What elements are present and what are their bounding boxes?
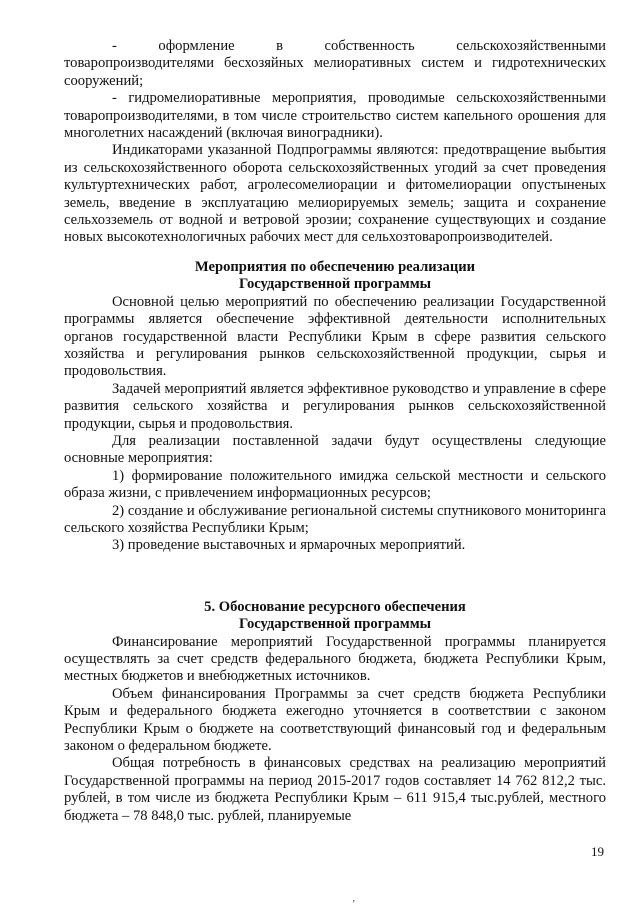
page-number: 19	[591, 844, 604, 859]
body-paragraph: Финансирование мероприятий Государственной программы планируется осуществлять за счет средств федерального бюджета, бюджета Республики Крым, местных бюджетов и внебюджетных источников.	[64, 633, 606, 685]
numbered-item: 3) проведение выставочных и ярмарочных мероприятий.	[112, 537, 466, 554]
section-heading-line: Мероприятия по обеспечению реализации	[194, 258, 476, 275]
bottom-mark: ‚	[352, 893, 356, 904]
body-paragraph: Для реализации поставленной задачи будут осуществлены следующие основные мероприятия:	[64, 432, 606, 467]
section-heading-line: Государственной программы	[238, 276, 432, 293]
page-content	[64, 38, 606, 825]
section-heading-5	[64, 599, 606, 634]
body-paragraph: Общая потребность в финансовых средствах на реализацию мероприятий Государственной программы на период 2015-2017 годов составляет 14 762 812,2 тыс. рублей, в том числе из бюджета Республики Крым – 611 915,4 тыс.рублей, местного бюджета – 78 848,0 тыс. рублей, планируемые	[64, 755, 606, 824]
body-paragraph: Индикаторами указанной Подпрограммы являются: предотвращение выбытия из сельскохозяйственного оборота сельскохозяйственных угодий за счет проведения культуртехнических работ, агролесомелиорации и фитомелиорации опустыненых земель, введение в эксплуатацию мелиорируемых земель; защита и сохранение сельхозземель от водной и ветровой эрозии; сохранение существующих и создание новых высокотехнологичных рабочих мест для сельхозтоваропроизводителей.	[64, 142, 606, 246]
section-heading-line: 5. Обоснование ресурсного обеспечения	[204, 598, 466, 615]
list-item-paragraph: - гидромелиоративные мероприятия, проводимые сельскохозяйственными товаропроизводителями, в том числе строительство систем капельного орошения для многолетних насаждений (включая виноградники).	[64, 90, 606, 142]
body-paragraph: Задачей мероприятий является эффективное руководство и управление в сфере развития сельского хозяйства и регулирования рынков сельскохозяйственной продукции, сырья и продовольствия.	[64, 380, 606, 432]
numbered-item: 2) создание и обслуживание региональной системы спутникового мониторинга сельского хозяйства Республики Крым;	[64, 502, 606, 536]
body-paragraph: Основной целью мероприятий по обеспечению реализации Государственной программы является обеспечение эффективной деятельности исполнительных органов государственной власти Республики Крым в сфере развития сельского хозяйства и регулирования рынков сельскохозяйственной продукции, сырья и продовольствия.	[64, 293, 606, 380]
section-heading-measures	[64, 259, 606, 294]
body-paragraph: Объем финансирования Программы за счет средств бюджета Республики Крым и федерального бюджета ежегодно уточняется в соответствии с законом Республики Крым о бюджете на соответствующий финансовый год и федеральным законом о федеральном бюджете.	[64, 685, 606, 755]
list-item-paragraph: - оформление в собственность сельскохозяйственными товаропроизводителями бесхозяйных мелиоративных систем и гидротехнических сооружений;	[64, 38, 606, 89]
numbered-item: 1) формирование положительного имиджа сельской местности и сельского образа жизни, с привлечением информационных ресурсов;	[64, 467, 606, 502]
section-heading-line: Государственной программы	[238, 616, 432, 633]
